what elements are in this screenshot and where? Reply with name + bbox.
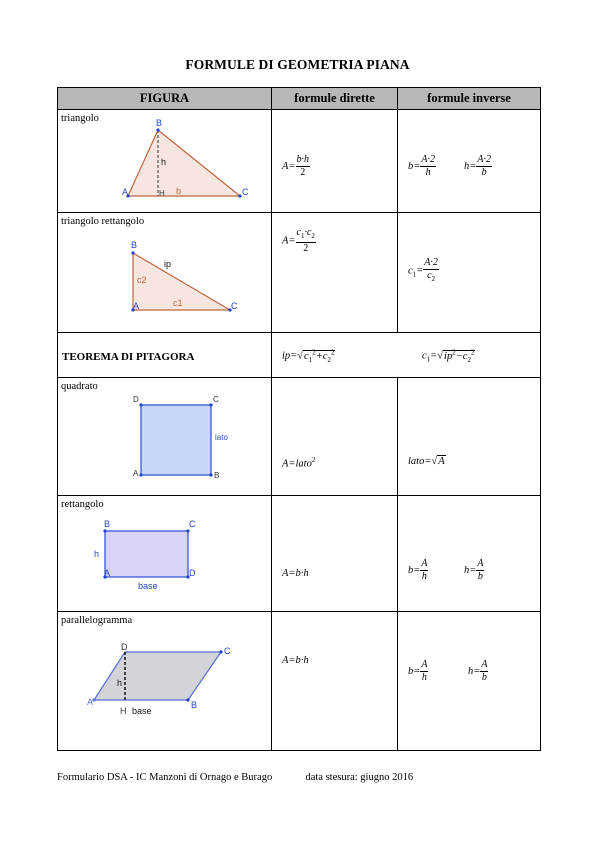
label-parallelogramma: parallelogramma	[61, 615, 133, 626]
header-row	[58, 88, 541, 110]
formula-inverse-b-rettangolo: b= $\frac{A}{h}$	[408, 558, 428, 582]
label-triangolo: triangolo	[61, 113, 99, 124]
cell-inverse-triangolo	[398, 110, 541, 213]
height-label: h	[161, 157, 167, 167]
label-pitagora: TEOREMA DI PITAGORA	[62, 351, 195, 363]
formula-area-triangolo: A= $\frac{b\cdot h}{2}$	[282, 154, 309, 178]
formula-area-rettangolo: A=b·h	[282, 568, 309, 579]
point-b-label: B	[131, 240, 138, 250]
point-b-label: B	[214, 471, 220, 480]
label-triangolo-rettangolo: triangolo rettangolo	[61, 216, 145, 227]
cell-dirette-triangolo-rettangolo	[272, 213, 398, 333]
base-label: b	[176, 186, 182, 196]
row-pitagora	[58, 333, 541, 378]
formula-area-parallelogramma: A=b·h	[282, 655, 309, 666]
point-h-label: H	[159, 189, 165, 198]
formula-lato-quadrato: lato=√A	[408, 456, 445, 467]
cell-figure-triangolo-rettangolo	[58, 213, 272, 333]
point-c-label: C	[189, 519, 196, 529]
label-quadrato: quadrato	[61, 381, 98, 392]
square-figure	[58, 378, 272, 496]
right-triangle-figure	[58, 213, 272, 333]
point-d-label: D	[121, 642, 128, 652]
formula-area-triangolo-rettangolo: A= $\frac{c_1\cdot c_2}{2}$	[282, 227, 315, 254]
base-label: base	[132, 706, 152, 716]
point-b-label: B	[156, 118, 163, 128]
point-c-label: C	[213, 395, 219, 404]
row-rettangolo	[58, 496, 541, 612]
point-a-label: A	[133, 301, 140, 311]
point-c-label: C	[224, 646, 231, 656]
formula-inverse-h-triangolo: h= $\frac{A\cdot 2}{b}$	[464, 154, 491, 178]
parallelogram-figure	[58, 612, 272, 751]
cell-dirette-quadrato	[272, 378, 398, 496]
point-d-label: D	[133, 395, 139, 404]
row-triangolo	[58, 110, 541, 213]
formula-inverse-h-parallelogramma: h= $\frac{A}{b}$	[468, 659, 488, 683]
header-formule-inverse: formule inverse	[398, 88, 541, 110]
point-a-label: A	[133, 469, 139, 478]
point-d-label: D	[189, 568, 196, 578]
cell-dirette-triangolo	[272, 110, 398, 213]
cell-dirette-rettangolo	[272, 496, 398, 612]
cathetus-2-label: c2	[137, 275, 147, 285]
cell-inverse-triangolo-rettangolo	[398, 213, 541, 333]
point-a-label: A	[104, 568, 111, 578]
cell-label-pitagora	[58, 333, 272, 378]
row-quadrato	[58, 378, 541, 496]
point-a-label: A	[122, 187, 129, 197]
height-label: h	[94, 549, 100, 559]
side-label: lato	[215, 433, 228, 442]
header-figura: FIGURA	[58, 88, 272, 110]
base-label: base	[138, 581, 158, 591]
formula-inverse-b-parallelogramma: b= $\frac{A}{h}$	[408, 659, 428, 683]
row-triangolo-rettangolo	[58, 213, 541, 333]
cell-inverse-parallelogramma	[398, 612, 541, 751]
cell-figure-parallelogramma	[58, 612, 272, 751]
formula-inverse-b-triangolo: b= $\frac{A\cdot 2}{h}$	[408, 154, 435, 178]
page-title: FORMULE DI GEOMETRIA PIANA	[185, 57, 410, 72]
formula-ipotenusa: $ip=√c_1^2+c_2^2$	[282, 348, 335, 364]
point-c-label: C	[242, 187, 249, 197]
cell-formule-pitagora	[272, 333, 541, 378]
label-rettangolo: rettangolo	[61, 499, 104, 510]
cell-figure-rettangolo	[58, 496, 272, 612]
formula-cateto: $c_1=√ip^2-c_2^2$	[422, 348, 475, 364]
formula-table	[57, 87, 541, 751]
formula-inverse-h-rettangolo: h= $\frac{A}{b}$	[464, 558, 484, 582]
cell-inverse-quadrato	[398, 378, 541, 496]
point-h-label: H	[120, 706, 127, 716]
cell-inverse-rettangolo	[398, 496, 541, 612]
hypotenuse-label: ip	[164, 259, 172, 269]
point-b-label: B	[104, 519, 111, 529]
point-a-label: A	[87, 697, 94, 707]
rectangle-figure	[58, 496, 272, 612]
height-label: h	[117, 678, 123, 688]
footer	[57, 772, 413, 783]
header-formule-dirette: formule dirette	[272, 88, 398, 110]
triangle-figure	[58, 110, 272, 213]
cathetus-1-label: c1	[173, 298, 183, 308]
cell-dirette-parallelogramma	[272, 612, 398, 751]
formula-area-quadrato: A=lato$^2$	[282, 456, 316, 470]
row-parallelogramma	[58, 612, 541, 751]
formula-inverse-c1: $c_1=$ $\frac{A\cdot 2}{c_2}$	[408, 257, 438, 283]
footer-text: Formulario DSA - IC Manzoni di Ornago e Burago	[57, 772, 273, 783]
point-b-label: B	[191, 700, 198, 710]
cell-figure-triangolo	[58, 110, 272, 213]
point-c-label: C	[231, 301, 238, 311]
cell-figure-quadrato	[58, 378, 272, 496]
footer-date: data stesura: giugno 2016	[305, 772, 414, 783]
